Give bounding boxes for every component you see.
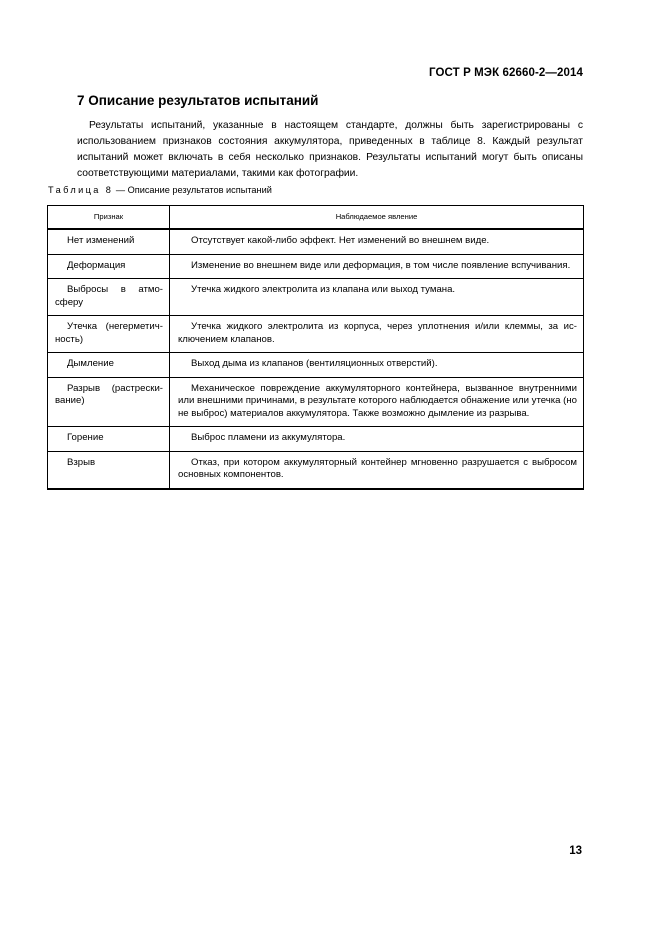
table-row bbox=[48, 377, 584, 427]
section-paragraph: Результаты испытаний, указанные в настоящем стандарте, должны быть зарегистрированы с использованием признаков состояния аккумулятора, приведенных в таблице 8. Каждый результат испытаний может включать в себя несколько признаков. Результаты испытаний могут быть описаны соответствующими материалами, такими как фотографии. bbox=[77, 120, 583, 179]
table-row bbox=[48, 451, 584, 489]
section-title: 7 Описание результатов испытаний bbox=[77, 93, 319, 108]
table-caption-text: — Описание результатов испытаний bbox=[113, 185, 272, 195]
table-caption bbox=[48, 185, 272, 195]
table-row bbox=[48, 279, 584, 316]
row-description: Механическое повреждение аккумуляторного контейнера, вызванное внутренними или внешними причинами, в результате которого наблюдается обнажение или утечка (но не выброс) материалов аккумулятора. Также возможно дымление из разрыва. bbox=[170, 377, 584, 427]
table-row bbox=[48, 427, 584, 452]
row-sign: Деформация bbox=[48, 254, 170, 279]
row-description: Выброс пламени из аккумулятора. bbox=[170, 427, 584, 452]
row-sign: Дымление bbox=[48, 353, 170, 378]
row-sign: Выбросы в атмосферу bbox=[48, 279, 170, 316]
table-header-row bbox=[48, 206, 584, 230]
table-row bbox=[48, 353, 584, 378]
row-sign: Нет изменений bbox=[48, 229, 170, 254]
row-sign: Взрыв bbox=[48, 451, 170, 489]
table-row bbox=[48, 254, 584, 279]
standard-code: ГОСТ Р МЭК 62660-2—2014 bbox=[429, 67, 583, 79]
table-row bbox=[48, 316, 584, 353]
row-sign: Горение bbox=[48, 427, 170, 452]
row-description: Утечка жидкого электролита из корпуса, через уплотнения и/или клеммы, за исключением клапанов. bbox=[170, 316, 584, 353]
row-sign: Разрыв (растрескивание) bbox=[48, 377, 170, 427]
header-sign: Признак bbox=[48, 206, 170, 230]
row-sign: Утечка (негерметичность) bbox=[48, 316, 170, 353]
header-description: Наблюдаемое явление bbox=[170, 206, 584, 230]
results-table bbox=[47, 205, 584, 490]
row-description: Отсутствует какой-либо эффект. Нет изменений во внешнем виде. bbox=[170, 229, 584, 254]
row-description: Отказ, при котором аккумуляторный контейнер мгновенно разрушается с выбросом основных компонентов. bbox=[170, 451, 584, 489]
row-description: Утечка жидкого электролита из клапана или выход тумана. bbox=[170, 279, 584, 316]
table-row bbox=[48, 229, 584, 254]
row-description: Изменение во внешнем виде или деформация, в том числе появление вспучивания. bbox=[170, 254, 584, 279]
row-description: Выход дыма из клапанов (вентиляционных отверстий). bbox=[170, 353, 584, 378]
page-number: 13 bbox=[569, 845, 582, 857]
table-caption-label: Таблица 8 bbox=[48, 185, 114, 195]
